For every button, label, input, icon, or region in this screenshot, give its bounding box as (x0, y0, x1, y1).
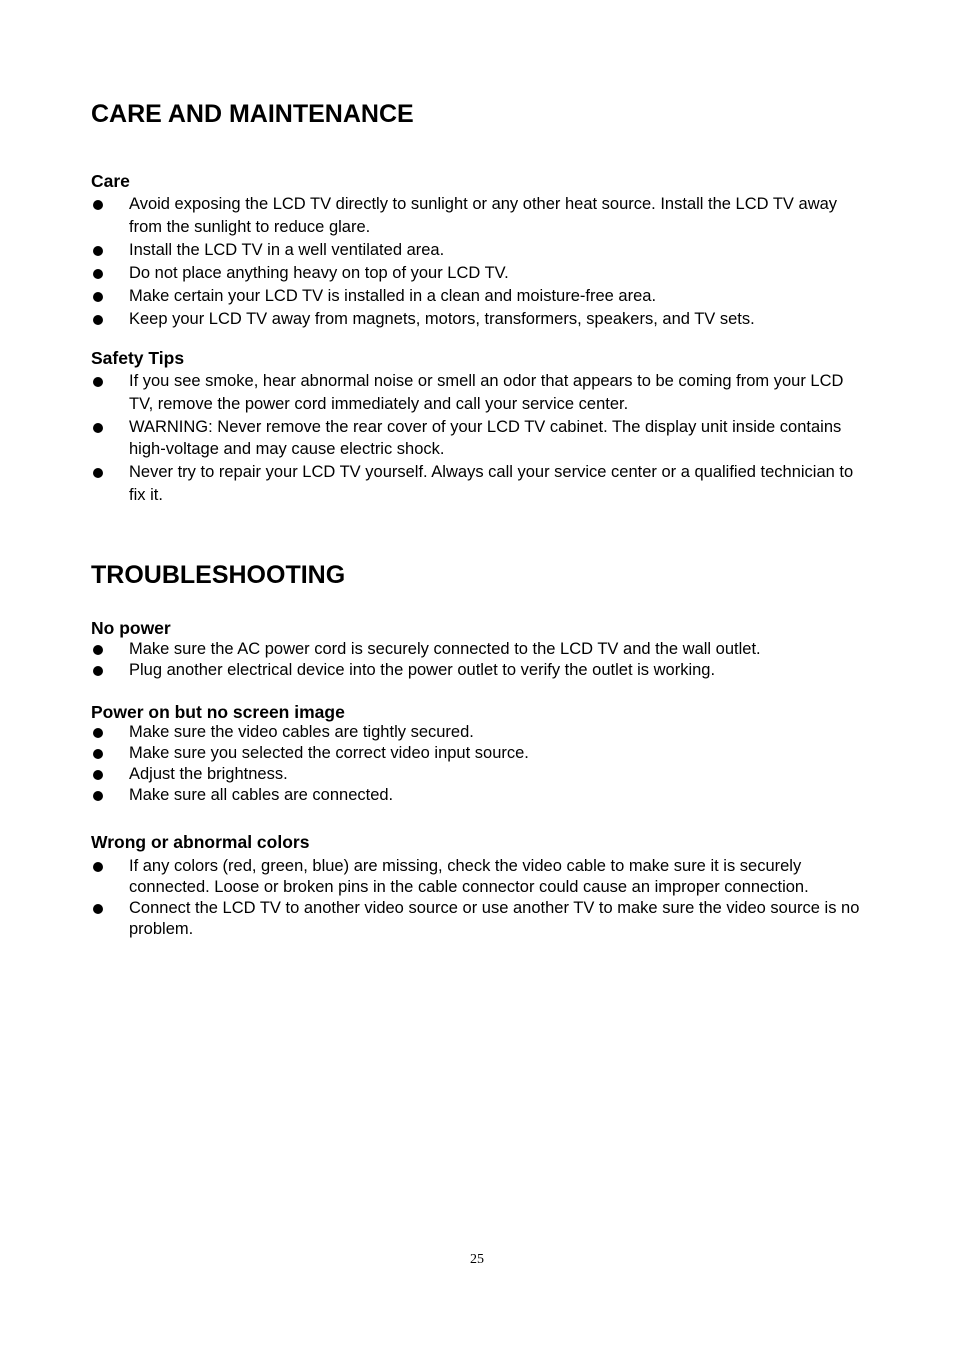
list-item (91, 262, 871, 285)
no-image-list (91, 722, 871, 806)
bullet-icon (93, 200, 103, 210)
care-maintenance-title: CARE AND MAINTENANCE (91, 100, 414, 128)
list-item (91, 308, 871, 331)
safety-tips-heading: Safety Tips (91, 348, 185, 368)
list-item (91, 764, 871, 785)
bullet-icon (93, 377, 103, 387)
bullet-icon (93, 246, 103, 256)
bullet-icon (93, 791, 103, 801)
list-item-text: Never try to repair your LCD TV yourself. Always call your service center or a qualified technician to fix it. (129, 463, 854, 504)
page-number: 25 (470, 1252, 484, 1267)
no-image-heading: Power on but no screen image (91, 702, 345, 722)
list-item (91, 239, 871, 262)
list-item-text: Avoid exposing the LCD TV directly to sunlight or any other heat source. Install the LCD TV away from the sunlight to reduce glare. (129, 195, 838, 236)
list-item (91, 639, 871, 660)
list-item-text: Make sure the AC power cord is securely connected to the LCD TV and the wall outlet. (129, 640, 761, 658)
bullet-icon (93, 666, 103, 676)
list-item (91, 722, 871, 743)
list-item (91, 660, 871, 681)
colors-heading: Wrong or abnormal colors (91, 832, 310, 852)
list-item (91, 416, 871, 461)
safety-tips-list (91, 370, 871, 507)
list-item-text: Plug another electrical device into the power outlet to verify the outlet is working. (129, 661, 716, 679)
bullet-icon (93, 423, 103, 433)
list-item (91, 743, 871, 764)
bullet-icon (93, 770, 103, 780)
bullet-icon (93, 269, 103, 279)
list-item-text: Make certain your LCD TV is installed in a clean and moisture-free area. (129, 286, 657, 305)
bullet-icon (93, 315, 103, 325)
list-item-text: Make sure the video cables are tightly secured. (129, 723, 474, 741)
bullet-icon (93, 728, 103, 738)
list-item-text: If any colors (red, green, blue) are missing, check the video cable to make sure it is securely connected. Loose or broken pins in the cable connector could cause an improper connection. (129, 857, 809, 896)
list-item-text: Make sure all cables are connected. (129, 786, 394, 804)
colors-list (91, 856, 871, 940)
list-item-text: Install the LCD TV in a well ventilated area. (129, 240, 445, 259)
bullet-icon (93, 749, 103, 759)
list-item (91, 461, 871, 506)
troubleshooting-title: TROUBLESHOOTING (91, 561, 346, 589)
list-item-text: If you see smoke, hear abnormal noise or smell an odor that appears to be coming from your LCD TV, remove the power cord immediately and call your service center. (129, 372, 844, 413)
care-heading: Care (91, 171, 130, 191)
list-item-text: Make sure you selected the correct video input source. (129, 744, 529, 762)
list-item-text: Keep your LCD TV away from magnets, motors, transformers, speakers, and TV sets. (129, 309, 755, 328)
list-item (91, 785, 871, 806)
bullet-icon (93, 904, 103, 914)
list-item (91, 898, 871, 940)
no-power-heading: No power (91, 618, 171, 638)
bullet-icon (93, 645, 103, 655)
list-item (91, 285, 871, 308)
care-list (91, 193, 871, 331)
list-item-text: Connect the LCD TV to another video source or use another TV to make sure the video source is no problem. (129, 899, 860, 938)
bullet-icon (93, 862, 103, 872)
bullet-icon (93, 292, 103, 302)
list-item (91, 370, 871, 415)
list-item (91, 856, 871, 898)
list-item-text: Adjust the brightness. (129, 765, 288, 783)
no-power-list (91, 639, 871, 681)
list-item (91, 193, 871, 238)
list-item-text: Do not place anything heavy on top of your LCD TV. (129, 263, 509, 282)
list-item-text: WARNING: Never remove the rear cover of your LCD TV cabinet. The display unit inside contains high-voltage and may cause electric shock. (129, 417, 842, 458)
bullet-icon (93, 468, 103, 478)
